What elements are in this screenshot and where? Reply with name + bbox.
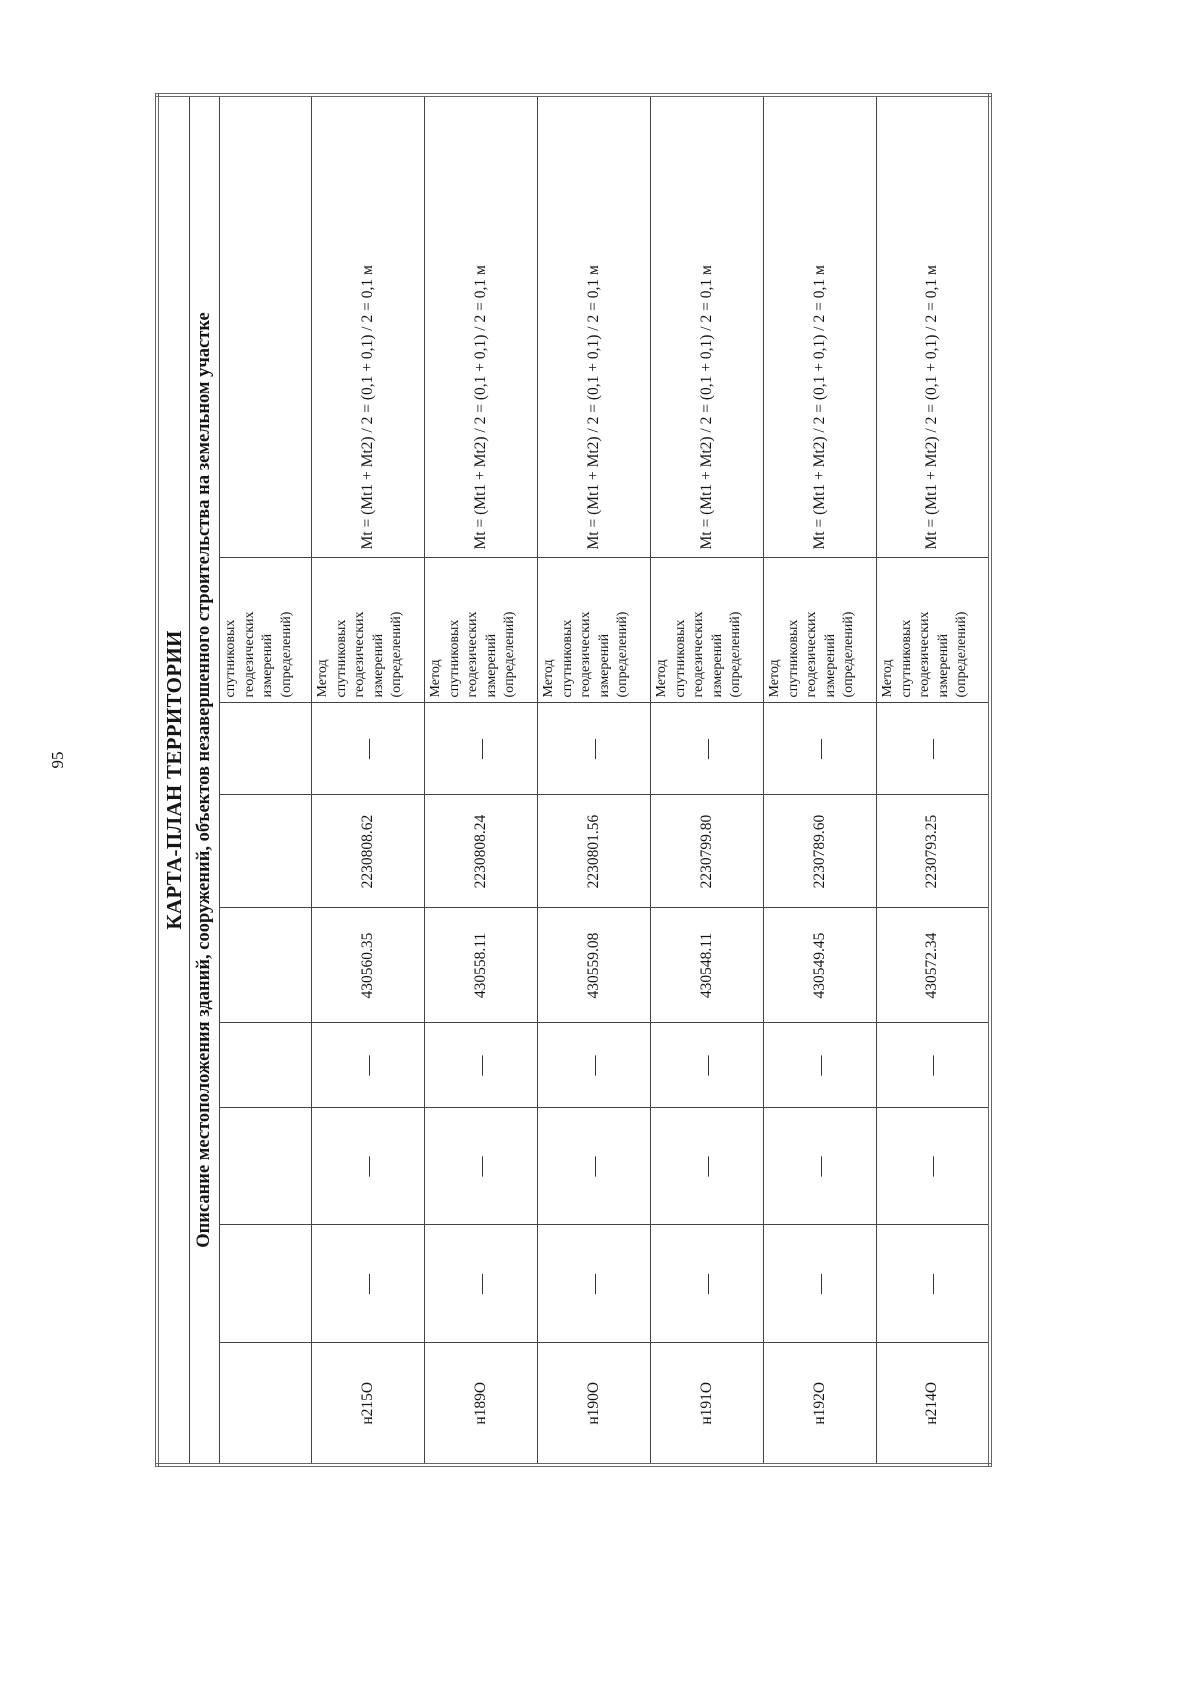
table-row <box>312 95 425 1465</box>
dash-cell: — <box>651 1108 764 1225</box>
method-cell <box>651 558 764 703</box>
dash-cell: — <box>651 1225 764 1343</box>
x-coordinate: 430559.08 <box>538 908 651 1023</box>
point-name: н190О <box>538 1343 651 1465</box>
method-line: геодезических <box>578 611 593 698</box>
y-coordinate: 2230808.24 <box>425 795 538 908</box>
method-line: геодезических <box>241 611 257 698</box>
method-line: измерений <box>709 633 725 698</box>
table-cell <box>220 1225 312 1343</box>
x-coordinate: 430549.45 <box>764 908 877 1023</box>
title-row <box>157 95 190 1465</box>
method-line: геодезических <box>804 611 819 698</box>
method-line: (определений) <box>841 611 856 698</box>
dash-cell: — <box>425 1225 538 1343</box>
table-row <box>877 95 990 1465</box>
coordinates-table <box>155 93 992 1467</box>
y-coordinate: 2230808.62 <box>312 795 425 908</box>
table-cell <box>220 1023 312 1108</box>
dash-cell: — <box>877 1225 990 1343</box>
dash-cell: — <box>538 703 651 795</box>
method-line: (определений) <box>954 611 969 698</box>
method-cell <box>538 558 651 703</box>
dash-cell: — <box>651 703 764 795</box>
x-coordinate: 430558.11 <box>425 908 538 1023</box>
method-cell <box>312 558 425 703</box>
table-row <box>538 95 651 1465</box>
accuracy-formula: Mt = (Mt1 + Mt2) / 2 = (0,1 + 0,1) / 2 = 0,1 м <box>538 95 651 558</box>
method-line: измерений <box>822 633 838 698</box>
method-line: спутниковых <box>223 619 238 698</box>
dash-cell: — <box>877 1023 990 1108</box>
method-line: Метод <box>315 659 330 698</box>
coordinates-table-sheet <box>155 97 990 1467</box>
table-cell <box>220 1108 312 1225</box>
method-line: спутниковых <box>898 619 914 698</box>
method-line: Метод <box>428 659 443 698</box>
method-line: измерений <box>596 633 612 698</box>
dash-cell: — <box>425 1108 538 1225</box>
method-line: геодезических <box>691 611 706 698</box>
method-cell <box>877 558 990 703</box>
method-line: измерений <box>935 633 951 698</box>
table-row <box>651 95 764 1465</box>
x-coordinate: 430572.34 <box>877 908 990 1023</box>
method-line: (определений) <box>615 611 630 698</box>
dash-cell: — <box>764 1225 877 1343</box>
table-cell <box>220 795 312 908</box>
dash-cell: — <box>312 1225 425 1343</box>
dash-cell: — <box>312 1023 425 1108</box>
continuation-row <box>220 95 312 1465</box>
point-name: н192О <box>764 1343 877 1465</box>
method-cell <box>764 558 877 703</box>
method-line: Метод <box>541 659 556 698</box>
table-row <box>764 95 877 1465</box>
accuracy-formula: Mt = (Mt1 + Mt2) / 2 = (0,1 + 0,1) / 2 = 0,1 м <box>764 95 877 558</box>
method-cell <box>425 558 538 703</box>
method-line: спутниковых <box>446 619 462 698</box>
method-line: спутниковых <box>672 619 688 698</box>
dash-cell: — <box>312 703 425 795</box>
accuracy-formula: Mt = (Mt1 + Mt2) / 2 = (0,1 + 0,1) / 2 = 0,1 м <box>312 95 425 558</box>
y-coordinate: 2230793.25 <box>877 795 990 908</box>
method-line: (определений) <box>728 611 743 698</box>
y-coordinate: 2230801.56 <box>538 795 651 908</box>
point-name: н189О <box>425 1343 538 1465</box>
point-name: н214О <box>877 1343 990 1465</box>
point-name: н215О <box>312 1343 425 1465</box>
method-line: измерений <box>260 633 275 698</box>
x-coordinate: 430560.35 <box>312 908 425 1023</box>
table-cell <box>220 703 312 795</box>
method-line: Метод <box>767 659 782 698</box>
method-line: (определений) <box>278 611 294 698</box>
method-line: спутниковых <box>559 619 575 698</box>
method-line: спутниковых <box>785 619 801 698</box>
table-cell <box>220 908 312 1023</box>
document-title: КАРТА-ПЛАН ТЕРРИТОРИИ <box>157 95 190 1465</box>
dash-cell: — <box>425 1023 538 1108</box>
dash-cell: — <box>538 1023 651 1108</box>
accuracy-formula: Mt = (Mt1 + Mt2) / 2 = (0,1 + 0,1) / 2 = 0,1 м <box>425 95 538 558</box>
dash-cell: — <box>312 1108 425 1225</box>
dash-cell: — <box>764 1108 877 1225</box>
dash-cell: — <box>764 703 877 795</box>
table-cell <box>220 95 312 558</box>
method-line: геодезических <box>917 611 932 698</box>
table-cell <box>220 1343 312 1465</box>
dash-cell: — <box>538 1108 651 1225</box>
method-cell <box>220 558 312 703</box>
table-row <box>425 95 538 1465</box>
dash-cell: — <box>538 1225 651 1343</box>
accuracy-formula: Mt = (Mt1 + Mt2) / 2 = (0,1 + 0,1) / 2 = 0,1 м <box>877 95 990 558</box>
dash-cell: — <box>651 1023 764 1108</box>
point-name: н191О <box>651 1343 764 1465</box>
accuracy-formula: Mt = (Mt1 + Mt2) / 2 = (0,1 + 0,1) / 2 = 0,1 м <box>651 95 764 558</box>
section-subtitle: Описание местоположения зданий, сооружений, объектов незавершенного строительства на земельном участке <box>190 95 220 1465</box>
method-line: измерений <box>483 633 499 698</box>
method-line: спутниковых <box>333 619 349 698</box>
page-number: 95 <box>48 751 67 769</box>
method-line: (определений) <box>502 611 517 698</box>
x-coordinate: 430548.11 <box>651 908 764 1023</box>
dash-cell: — <box>764 1023 877 1108</box>
y-coordinate: 2230789.60 <box>764 795 877 908</box>
method-line: (определений) <box>389 611 404 698</box>
dash-cell: — <box>425 703 538 795</box>
y-coordinate: 2230799.80 <box>651 795 764 908</box>
dash-cell: — <box>877 1108 990 1225</box>
method-line: Метод <box>654 659 669 698</box>
method-line: Метод <box>880 659 895 698</box>
method-line: измерений <box>370 633 386 698</box>
method-line: геодезических <box>352 611 367 698</box>
dash-cell: — <box>877 703 990 795</box>
subtitle-row <box>190 95 220 1465</box>
method-line: геодезических <box>465 611 480 698</box>
